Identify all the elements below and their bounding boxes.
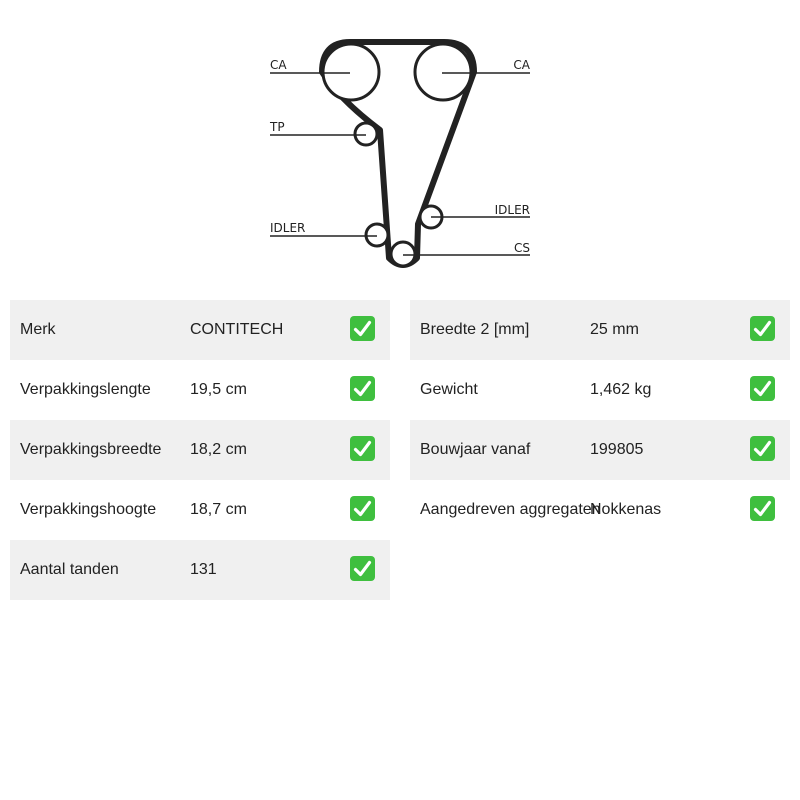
- camshaft-pulley-left: [323, 44, 379, 100]
- timing-belt-diagram: [0, 0, 800, 280]
- spec-name: Verpakkingshoogte: [20, 501, 157, 518]
- spec-name: Verpakkingslengte: [20, 381, 151, 398]
- label-idler-left: IDLER: [270, 221, 306, 235]
- check-icon: [350, 556, 375, 581]
- spec-name: Verpakkingsbreedte: [20, 441, 162, 458]
- check-icon: [350, 316, 375, 341]
- spec-row: [10, 420, 390, 480]
- check-icon: [750, 436, 775, 461]
- spec-name: Aantal tanden: [20, 561, 119, 578]
- spec-name: Merk: [20, 321, 56, 338]
- spec-value: 18,2 cm: [190, 441, 247, 458]
- spec-table-left: [10, 300, 390, 600]
- idler-pulley-left: [366, 224, 388, 246]
- camshaft-pulley-right: [415, 44, 471, 100]
- check-icon: [350, 376, 375, 401]
- spec-row: [10, 540, 390, 600]
- label-cs: CS: [514, 241, 530, 255]
- spec-row: [410, 480, 790, 540]
- spec-value: Nokkenas: [590, 501, 662, 518]
- spec-value: CONTITECH: [190, 321, 284, 338]
- spec-row: [10, 480, 390, 540]
- label-tp: TP: [270, 120, 285, 134]
- check-icon: [350, 436, 375, 461]
- spec-name: Aangedreven aggregaten: [420, 501, 601, 518]
- spec-name: Gewicht: [420, 381, 478, 398]
- spec-row: [410, 300, 790, 360]
- tensioner-pulley: [355, 123, 377, 145]
- spec-value: 131: [190, 561, 217, 578]
- spec-value: 18,7 cm: [190, 501, 247, 518]
- spec-row: [10, 300, 390, 360]
- spec-name: Breedte 2 [mm]: [420, 321, 530, 338]
- check-icon: [750, 496, 775, 521]
- label-ca-right: CA: [513, 58, 530, 72]
- spec-name: Bouwjaar vanaf: [420, 441, 531, 458]
- spec-value: 199805: [590, 441, 644, 458]
- check-icon: [750, 376, 775, 401]
- spec-row: [410, 360, 790, 420]
- spec-row: [10, 360, 390, 420]
- spec-value: 25 mm: [590, 321, 639, 338]
- check-icon: [350, 496, 375, 521]
- crankshaft-pulley: [391, 242, 415, 266]
- spec-value: 1,462 kg: [590, 381, 652, 398]
- spec-value: 19,5 cm: [190, 381, 247, 398]
- spec-row: [410, 420, 790, 480]
- check-icon: [750, 316, 775, 341]
- label-ca-left: CA: [270, 58, 287, 72]
- label-idler-right: IDLER: [494, 203, 530, 217]
- spec-table-right: [410, 300, 790, 540]
